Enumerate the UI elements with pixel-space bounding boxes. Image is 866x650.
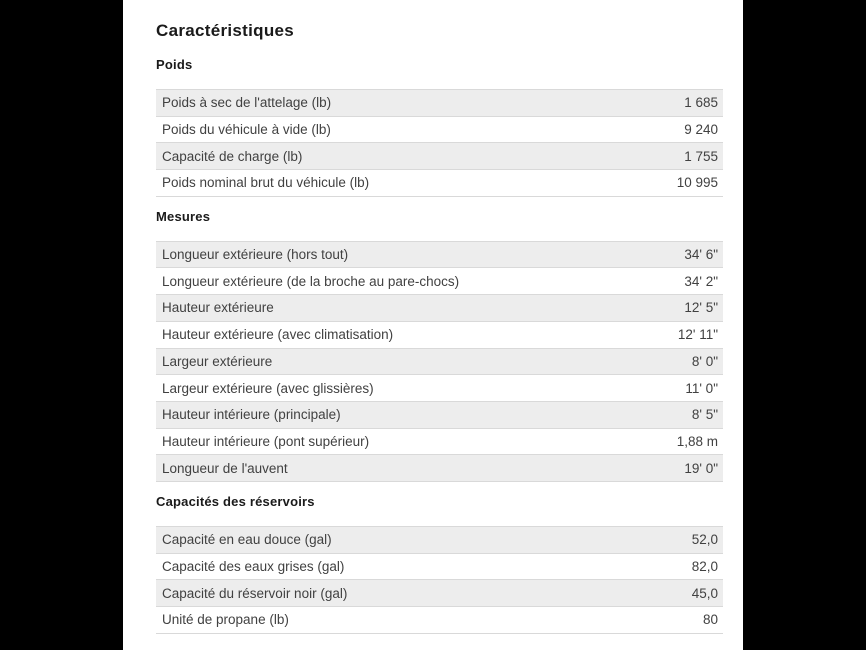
row-value: 19' 0" [684,460,718,476]
table-row [156,428,723,455]
row-value: 8' 5" [691,407,718,423]
row-label: Capacité des eaux grises (gal) [162,558,345,574]
table-row [156,553,723,580]
spec-section [156,495,723,634]
row-label: Longueur extérieure (hors tout) [162,247,349,263]
row-label: Hauteur intérieure (principale) [162,407,341,423]
row-label: Poids nominal brut du véhicule (lb) [162,175,370,191]
row-value: 1 755 [684,148,718,164]
section-heading: Poids [156,57,193,72]
row-label: Poids à sec de l'attelage (lb) [162,95,332,111]
row-value: 8' 0" [691,353,718,369]
row-label: Longueur de l'auvent [162,460,288,476]
table-row [156,454,723,481]
row-label: Largeur extérieure (avec glissières) [162,380,374,396]
row-value: 10 995 [676,175,718,191]
row-value: 9 240 [684,122,718,138]
table-row [156,348,723,375]
table-row [156,374,723,401]
table-row [156,241,723,268]
row-label: Capacité du réservoir noir (gal) [162,585,348,601]
row-label: Largeur extérieure [162,353,273,369]
row-value: 52,0 [691,532,718,548]
spec-table [156,241,723,482]
spec-table [156,526,723,634]
row-label: Poids du véhicule à vide (lb) [162,122,331,138]
table-row [156,89,723,116]
spec-table [156,89,723,197]
row-value: 45,0 [691,585,718,601]
table-row [156,169,723,196]
row-label: Capacité en eau douce (gal) [162,532,332,548]
spec-section [156,210,723,482]
table-row [156,294,723,321]
table-row [156,142,723,169]
row-value: 1 685 [684,95,718,111]
table-row [156,606,723,633]
row-label: Capacité de charge (lb) [162,148,303,164]
spec-sections [156,58,723,634]
row-value: 1,88 m [676,433,718,449]
page-title: Caractéristiques [156,21,295,40]
row-label: Hauteur extérieure (avec climatisation) [162,327,394,343]
specs-panel [123,0,743,650]
row-value: 34' 6" [684,247,718,263]
table-row [156,401,723,428]
table-row [156,321,723,348]
row-value: 11' 0" [685,380,718,396]
section-heading: Capacités des réservoirs [156,493,315,509]
section-heading: Mesures [156,208,211,224]
row-label: Hauteur intérieure (pont supérieur) [162,433,370,449]
row-value: 82,0 [691,558,718,574]
row-value: 12' 11" [677,327,718,343]
table-row [156,267,723,294]
row-value: 34' 2" [684,273,718,289]
table-row [156,579,723,606]
row-label: Unité de propane (lb) [162,612,289,628]
row-label: Hauteur extérieure [162,300,274,316]
table-row [156,526,723,553]
row-value: 12' 5" [684,300,718,316]
row-value: 80 [702,612,718,628]
row-label: Longueur extérieure (de la broche au pare-chocs) [162,273,460,289]
table-row [156,116,723,143]
spec-section [156,58,723,197]
